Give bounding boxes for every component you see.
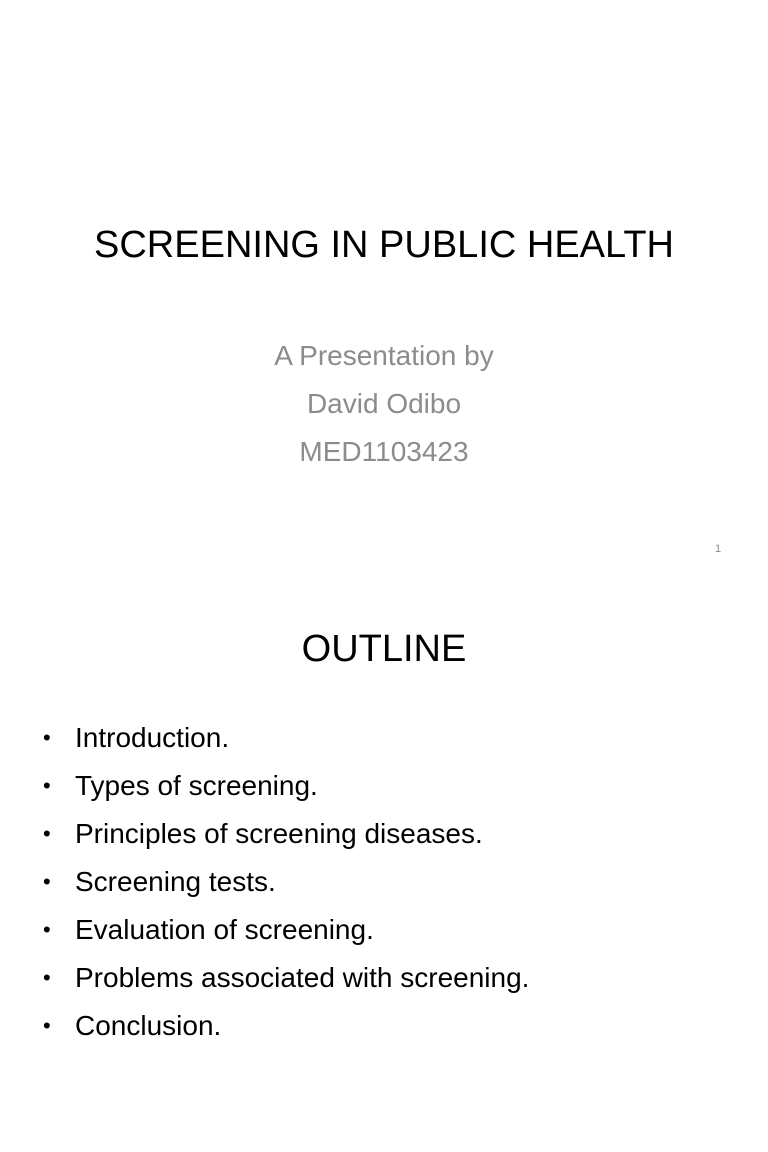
bullet-icon: •	[43, 1013, 51, 1038]
slide-number: 1	[714, 543, 722, 555]
list-item	[40, 714, 740, 762]
subtitle-line-author: David Odibo	[306, 388, 462, 419]
subtitle-line-id: MED1103423	[299, 436, 469, 467]
list-item-text: Conclusion.	[75, 1010, 222, 1041]
subtitle-line-presentation: A Presentation by	[274, 340, 494, 371]
outline-slide	[0, 576, 768, 1152]
bullet-icon: •	[43, 725, 51, 750]
list-item	[40, 810, 740, 858]
list-item	[40, 762, 740, 810]
list-item-text: Evaluation of screening.	[75, 914, 374, 945]
slide-subtitle	[0, 332, 768, 476]
list-item-text: Screening tests.	[75, 866, 276, 897]
bullet-icon: •	[43, 869, 51, 894]
list-item	[40, 1002, 740, 1050]
list-item	[40, 858, 740, 906]
list-item	[40, 906, 740, 954]
list-item-text: Problems associated with screening.	[75, 962, 530, 993]
list-item-text: Principles of screening diseases.	[75, 818, 483, 849]
bullet-icon: •	[43, 773, 51, 798]
list-item-text: Types of screening.	[75, 770, 318, 801]
list-item-text: Introduction.	[75, 722, 230, 753]
bullet-icon: •	[43, 821, 51, 846]
bullet-icon: •	[43, 917, 51, 942]
bullet-icon: •	[43, 965, 51, 990]
slide-title: SCREENING IN PUBLIC HEALTH	[94, 224, 674, 266]
outline-list	[40, 714, 740, 1050]
list-item	[40, 954, 740, 1002]
slide-title: OUTLINE	[301, 628, 467, 670]
